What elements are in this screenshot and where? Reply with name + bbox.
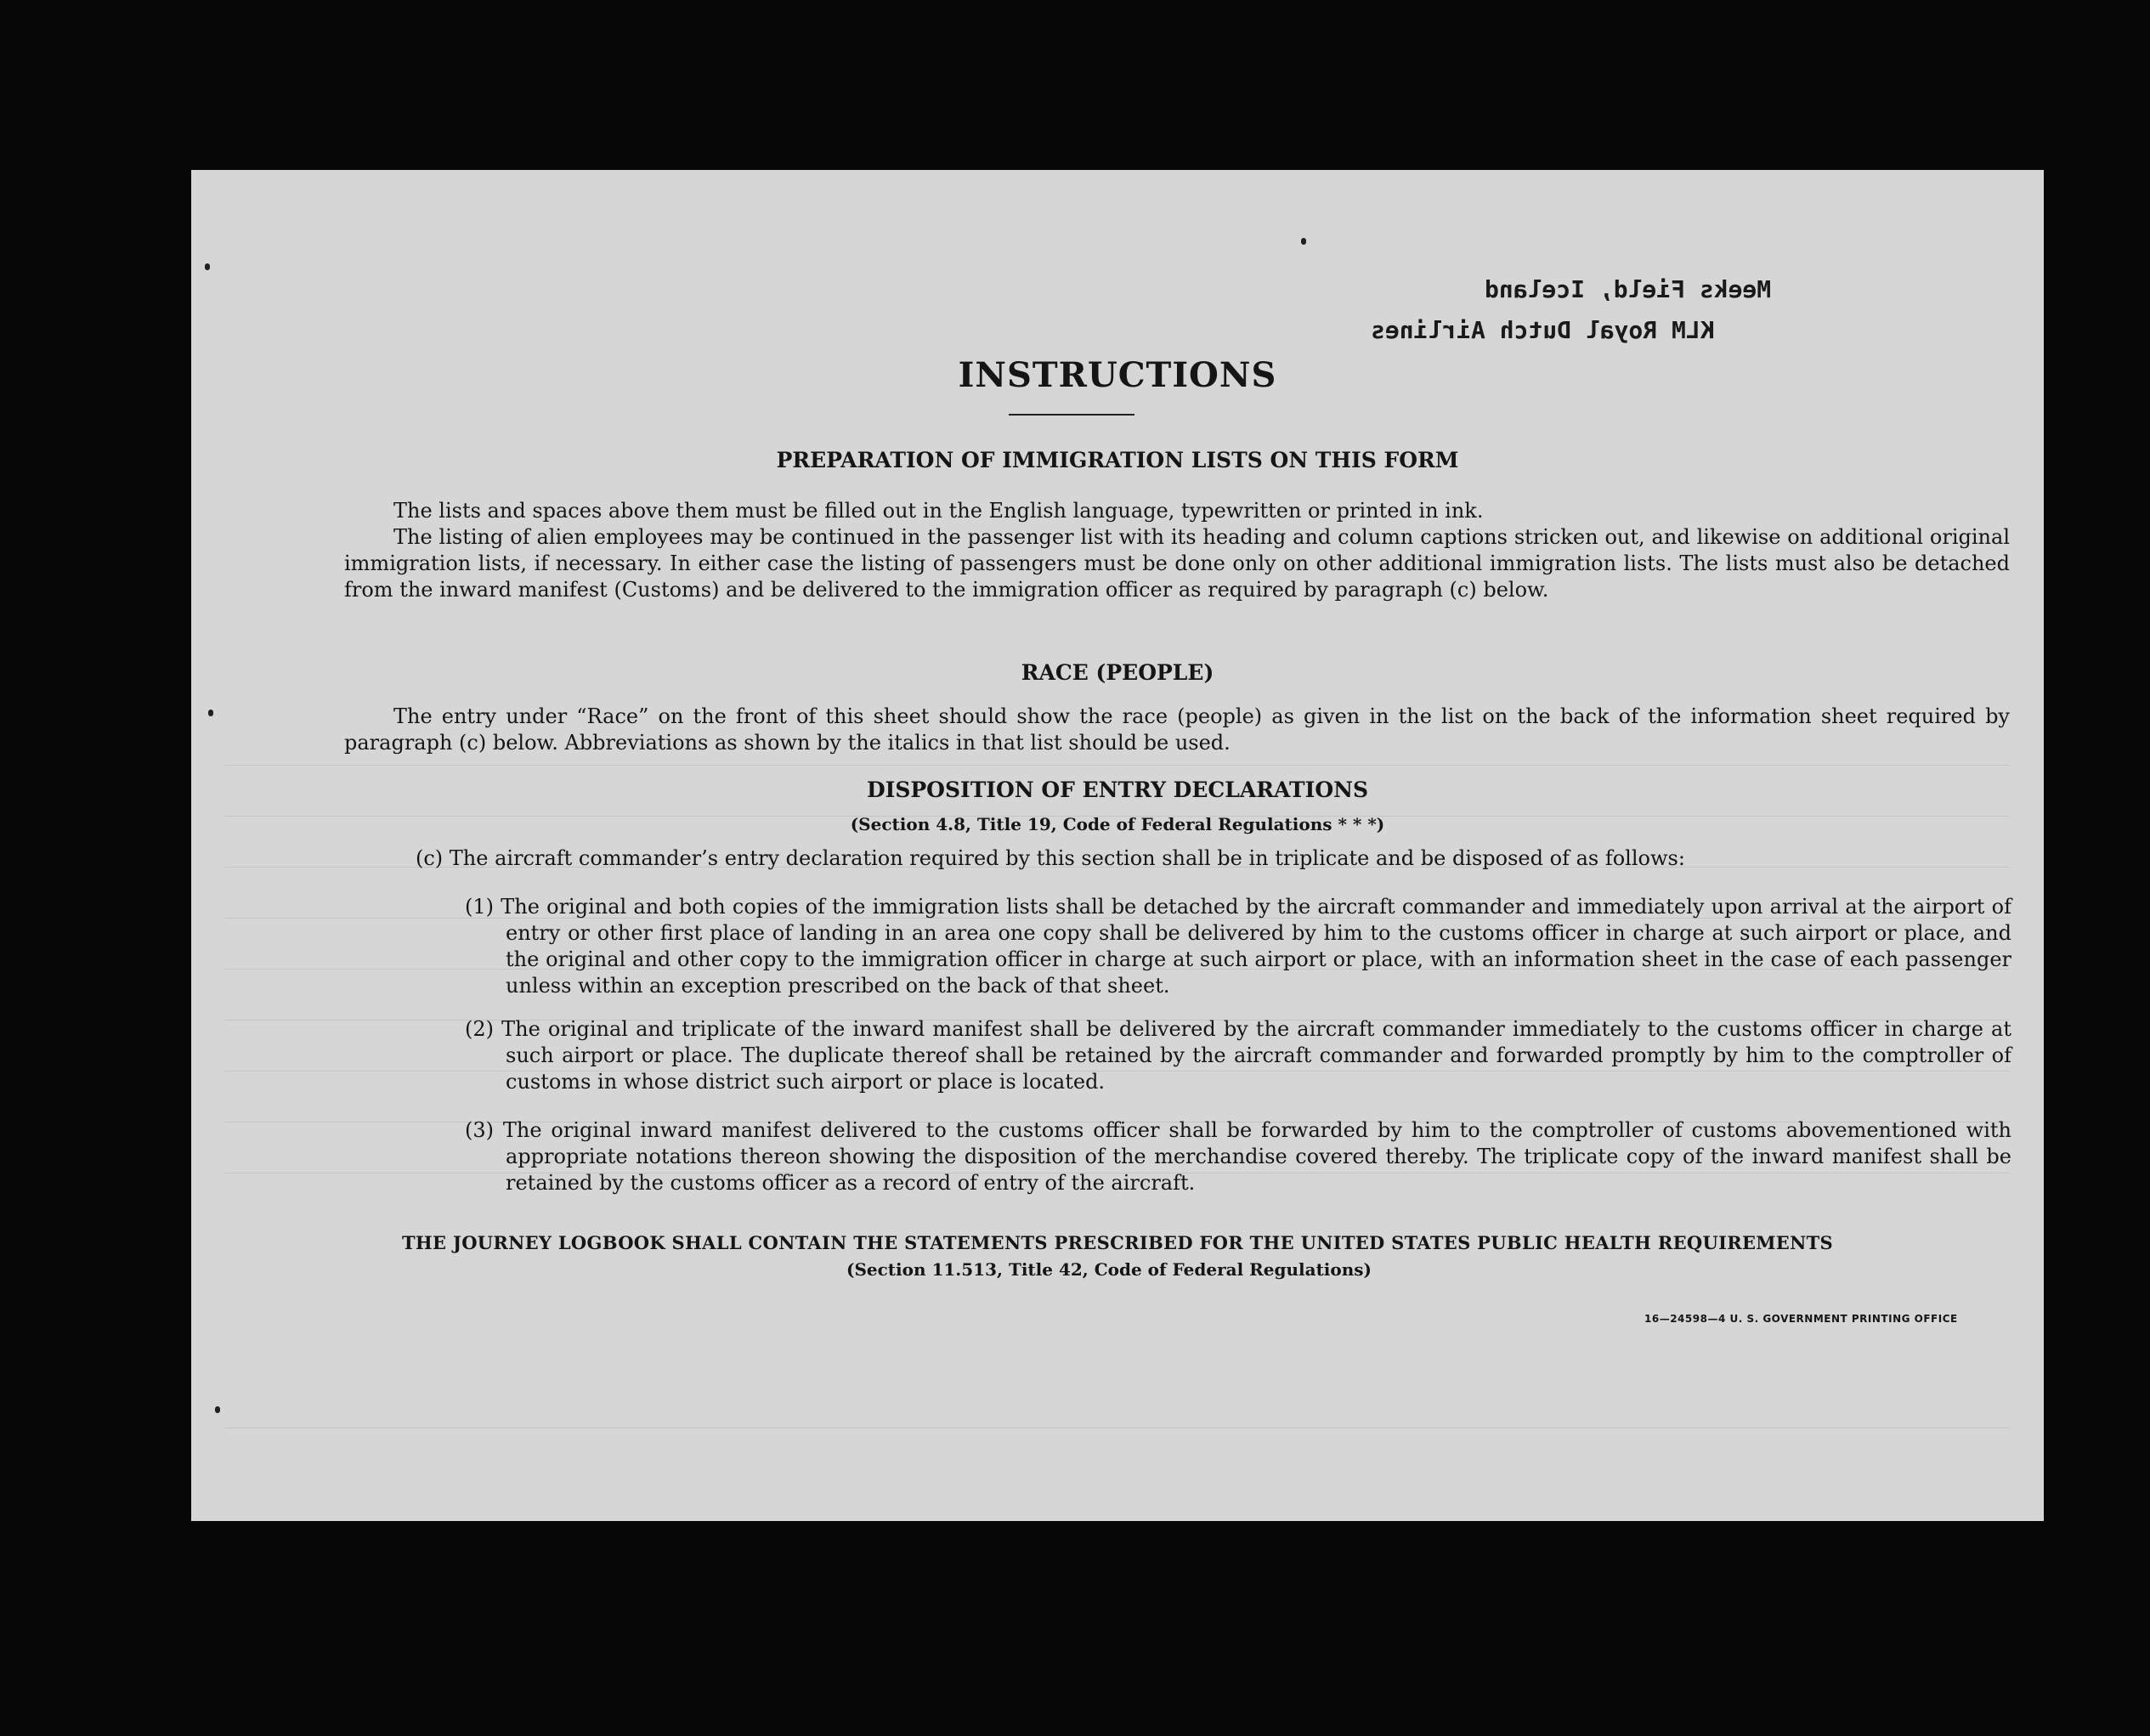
list-item-2: (2) The original and triplicate of the inward manifest shall be delivered by the aircraft commander immediately to the customs officer in charge at such airport or place. The duplicate thereof shall be retained by the aircraft commander and forwarded promptly by him to the comptroller of customs in whose district such airport or place is located.	[465, 1017, 2011, 1094]
instructions-content	[191, 170, 2044, 1521]
list-item-3: (3) The original inward manifest delivered to the customs officer shall be forwarded by him to the comptroller of customs abovementioned with appropriate notations thereon showing the disposition of the merchandise covered thereby. The triplicate copy of the inward manifest shall be retained by the customs officer as a record of entry of the aircraft.	[465, 1118, 2011, 1195]
page-title: INSTRUCTIONS	[958, 355, 1277, 395]
stamp-line-2: KLM Royal Dutch Airlines	[1371, 316, 1715, 344]
printing-office-code: 16—24598—4 U. S. GOVERNMENT PRINTING OFFICE	[1644, 1313, 1958, 1325]
footer-health-requirements: THE JOURNEY LOGBOOK SHALL CONTAIN THE STATEMENTS PRESCRIBED FOR THE UNITED STATES PUBLIC HEALTH REQUIREMENTS	[401, 1232, 1834, 1253]
stamp-line-1: Meeks Field, Iceland	[1485, 275, 1772, 303]
paragraph-c-intro: (c) The aircraft commander’s entry declaration required by this section shall be in triplicate and be disposed of as follows:	[416, 846, 1685, 870]
section-heading-race: RACE (PEOPLE)	[1021, 660, 1214, 685]
paragraph-race: The entry under “Race” on the front of this sheet should show the race (people) as given in the list on the back of the information sheet required by paragraph (c) below. Abbreviations as shown by the italics in that list should be used.	[344, 704, 2010, 755]
paragraph-language: The lists and spaces above them must be filled out in the English language, typewritten or printed in ink.	[393, 499, 1484, 523]
paragraph-alien-employees: The listing of alien employees may be continued in the passenger list with its heading and column captions stricken out, and likewise on additional original immigration lists, if necessary. In either case the listing of passengers must be done only on other additional immigration lists. The lists must also be detached from the inward manifest (Customs) and be delivered to the immigration officer as required by paragraph (c) below.	[344, 525, 2010, 602]
section-heading-disposition: DISPOSITION OF ENTRY DECLARATIONS	[866, 778, 1369, 802]
footer-citation: (Section 11.513, Title 42, Code of Federal Regulations)	[846, 1259, 1372, 1280]
section-heading-immigration-lists: PREPARATION OF IMMIGRATION LISTS ON THIS FORM	[776, 448, 1459, 472]
title-underline	[1009, 414, 1134, 416]
list-item-1: (1) The original and both copies of the immigration lists shall be detached by the aircraft commander and immediately upon arrival at the airport of entry or other first place of landing in an area one copy shall be delivered by him to the customs officer in charge at such airport or place, and the original and other copy to the immigration officer in charge at such airport or place, with an information sheet in the case of each passenger unless within an exception prescribed on the back of that sheet.	[465, 895, 2011, 998]
scanned-form-page	[191, 170, 2044, 1521]
section-citation: (Section 4.8, Title 19, Code of Federal Regulations * * *)	[850, 814, 1385, 834]
